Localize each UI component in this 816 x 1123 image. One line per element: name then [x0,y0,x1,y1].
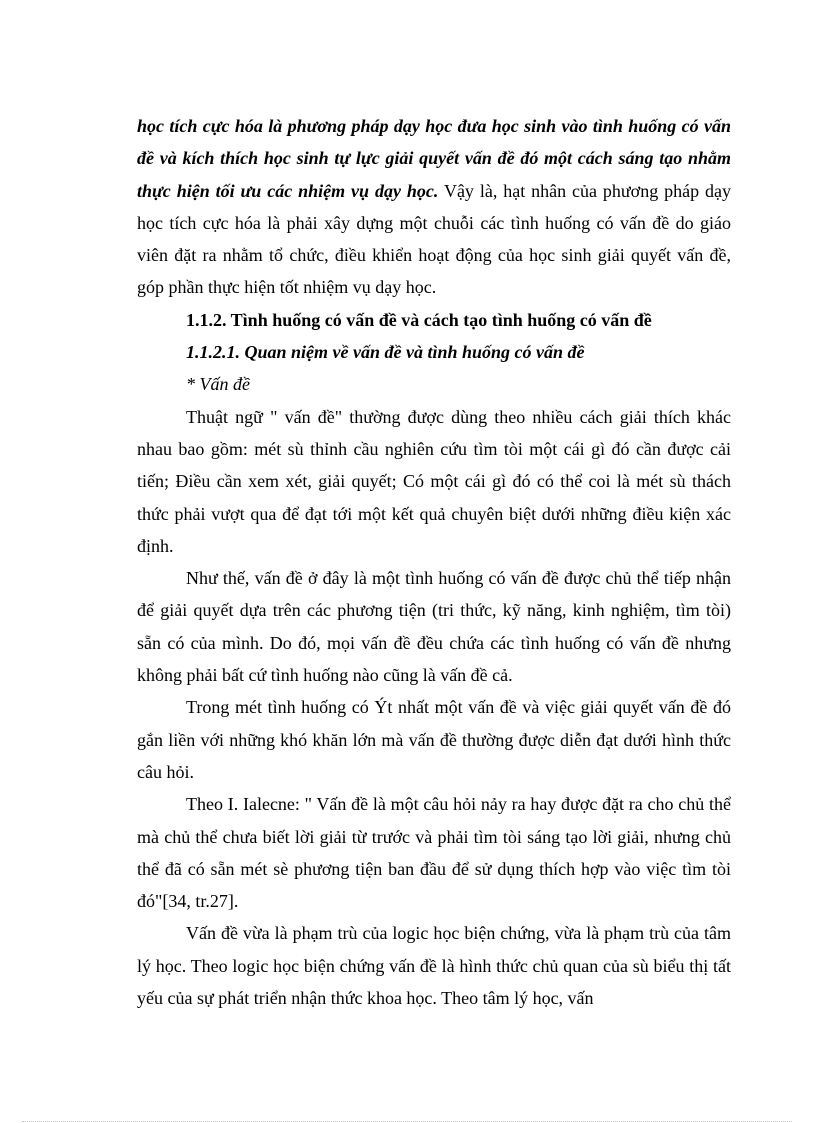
paragraph-1 [137,110,731,304]
emphasized-definition: học tích cực hóa là phương pháp dạy học đưa học sinh vào tình huống có vấn đề và kích thích học sinh tự lực giải quyết vấn đề đó một cách sáng tạo nhằm thực hiện tối ưu các nhiệm vụ dạy học. [137,116,731,201]
paragraph-5: Theo I. Ialecne: " Vấn đề là một câu hỏi nảy ra hay được đặt ra cho chủ thể mà chủ thể chưa biết lời giải từ trước và phải tìm tòi sáng tạo lời giải, nhưng chủ thể đã có sẵn mét sè phương tiện ban đầu để sử dụng thích hợp vào việc tìm tòi đó"[34, tr.27]. [137,794,731,912]
paragraph-6: Vấn đề vừa là phạm trù của logic học biện chứng, vừa là phạm trù của tâm lý học. Theo logic học biện chứng vấn đề là hình thức chủ quan của sù biểu thị tất yếu của sự phát triển nhận thức khoa học. Theo tâm lý học, vấn [137,923,731,1009]
paragraph-4: Trong mét tình huống có Ýt nhất một vấn đề và việc giải quyết vấn đề đó gắn liền với những khó khăn lớn mà vấn đề thường được diễn đạt dưới hình thức câu hỏi. [137,697,731,782]
subsection-heading: 1.1.2.1. Quan niệm về vấn đề và tình huống có vấn đề [186,342,585,363]
page-bottom-divider [22,1121,792,1122]
paragraph-3: Như thế, vấn đề ở đây là một tình huống có vấn đề được chủ thể tiếp nhận để giải quyết dựa trên các phương tiện (tri thức, kỹ năng, kinh nghiệm, tìm tòi) sẵn có của mình. Do đó, mọi vấn đề đều chứa các tình huống có vấn đề nhưng không phải bất cứ tình huống nào cũng là vấn đề cả. [137,568,731,686]
paragraph-2: Thuật ngữ " vấn đề" thường được dùng theo nhiều cách giải thích khác nhau bao gồm: mét sù thỉnh cầu nghiên cứu tìm tòi một cái gì đó cần được cải tiến; Điều cần xem xét, giải quyết; Có một cái gì đó có thể coi là mét sù thách thức phải vượt qua để đạt tới một kết quả chuyên biệt dưới những điều kiện xác định. [137,406,731,556]
topic-label: * Vấn đề [186,374,250,395]
body-text [137,110,731,1014]
section-heading: 1.1.2. Tình huống có vấn đề và cách tạo tình huống có vấn đề [186,309,652,330]
paragraph-1-continuation: Vậy là, hạt nhân của phương pháp dạy học tích cực hóa là phải xây dựng một chuỗi các tình huống có vấn đề do giáo viên đặt ra nhằm tổ chức, điều khiển hoạt động của học sinh giải quyết vấn đề, góp phần thực hiện tốt nhiệm vụ dạy học. [137,180,731,298]
